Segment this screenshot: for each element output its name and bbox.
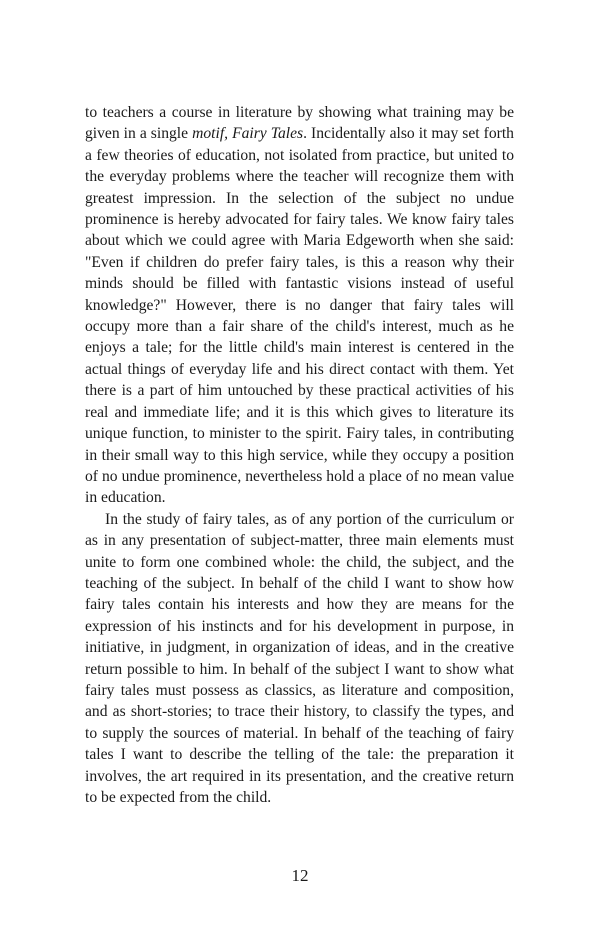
page-number: 12 bbox=[291, 866, 309, 885]
paragraph-1 bbox=[85, 102, 514, 509]
paragraph-1-text-b: . Incidentally also it may set forth a few theories of education, not isolated from practice, but united to the everyday problems where the teacher will recognize them with greatest impression. In the selection of the subject no undue prominence is hereby advocated for fairy tales. We know fairy tales about which we could agree with Maria Edgeworth when she said: "Even if children do prefer fairy tales, is this a reason why their minds should be filled with fantastic visions instead of useful knowledge?" However, there is no danger that fairy tales will occupy more than a fair share of the child's interest, much as he enjoys a tale; for the little child's main interest is centered in the actual things of everyday life and his direct contact with them. Yet there is a part of him untouched by these practical activities of his real and immediate life; and it is this which gives to literature its unique function, to minister to the spirit. Fairy tales, in contributing in their small way to this high service, while they occupy a position of no undue prominence, nevertheless hold a place of no mean value in education. bbox=[85, 125, 514, 507]
body-text bbox=[85, 102, 514, 808]
paragraph-1-text-a: to teachers a course in literature by showing what training may be given in a single bbox=[85, 104, 514, 143]
paragraph-1-italic-title: motif, Fairy Tales bbox=[192, 125, 304, 143]
paragraph-2-text: In the study of fairy tales, as of any portion of the curriculum or as in any presentation of subject-matter, three main elements must unite to form one combined whole: the child, the subject, and the teaching of the subject. In behalf of the child I want to show how fairy tales contain his interests and how they are means for the expression of his instincts and for his development in purpose, in initiative, in judgment, in organization of ideas, and in the creative return possible to him. In behalf of the subject I want to show what fairy tales must possess as classics, as literature and composition, and as short-stories; to trace their history, to classify the types, and to supply the sources of material. In behalf of the teaching of fairy tales I want to describe the telling of the tale: the preparation it involves, the art required in its presentation, and the creative return to be expected from the child. bbox=[85, 510, 514, 806]
paragraph-2 bbox=[85, 509, 514, 809]
